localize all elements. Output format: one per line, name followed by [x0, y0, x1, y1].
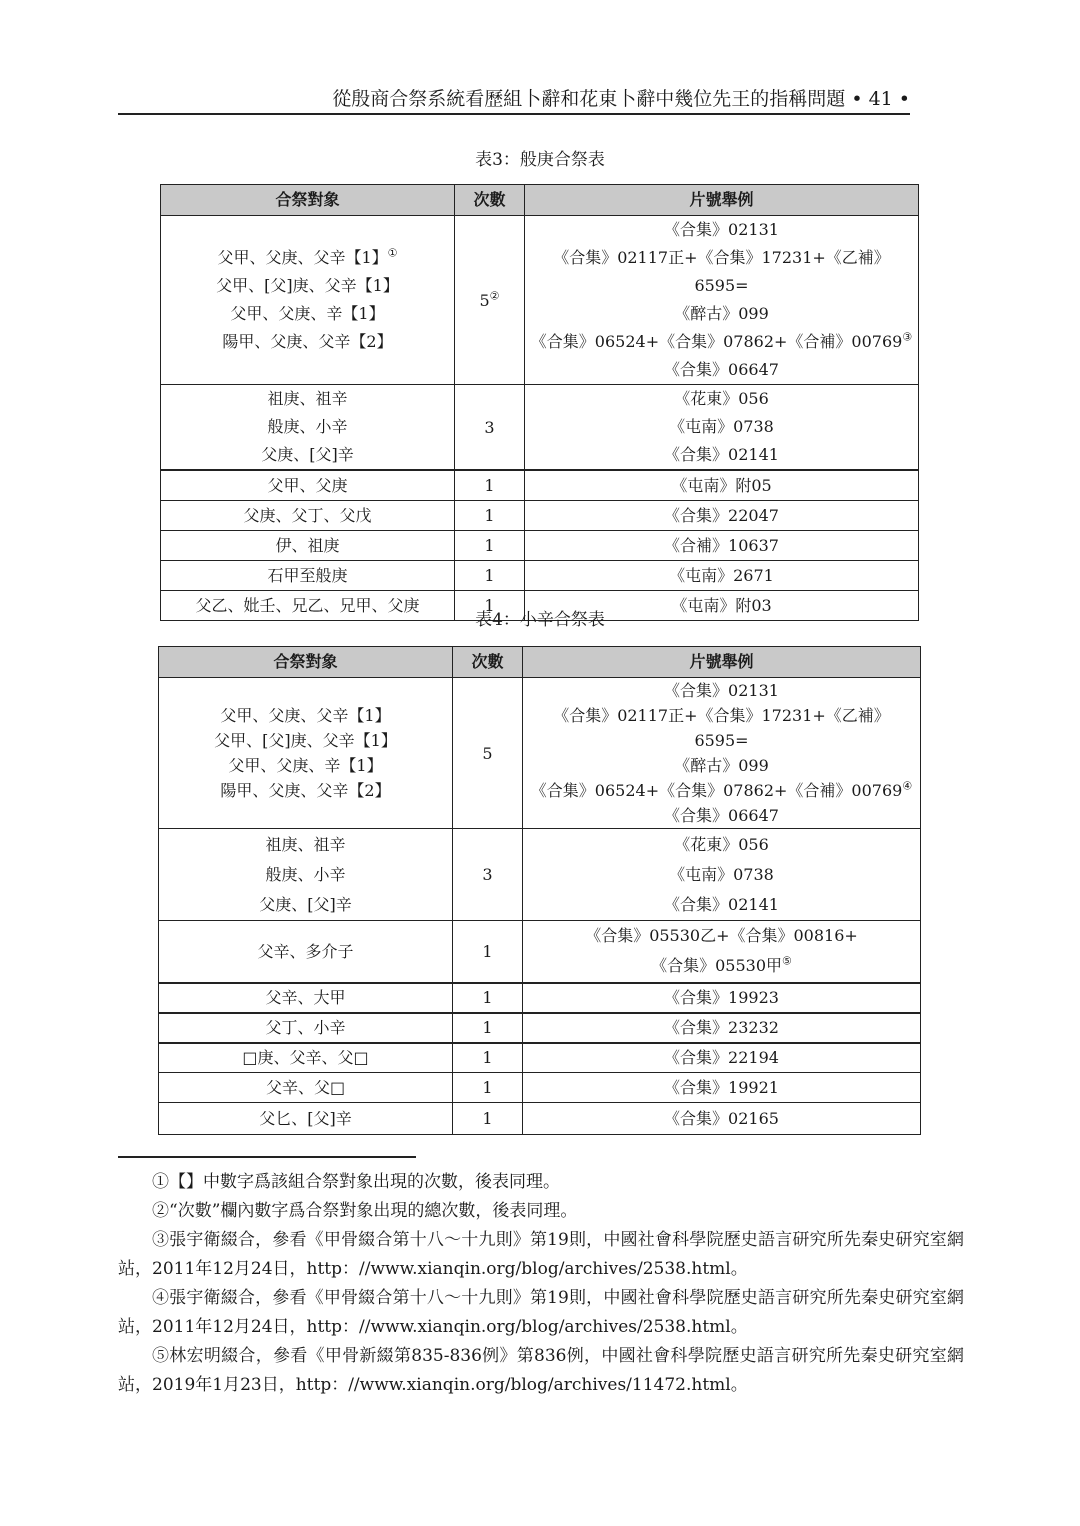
refs-cell: 《屯南》2671	[525, 560, 919, 590]
footnote-ref: ②	[489, 289, 500, 303]
objects-cell: 祖庚、祖辛 般庚、小辛 父庚、[父]辛	[161, 385, 455, 471]
count-cell: 1	[455, 590, 525, 620]
objects-cell: 父匕、[父]辛	[159, 1103, 453, 1135]
refs-cell: 《合集》02131 《合集》02117正+《合集》17231+《乙補》6595= 《醉古》099 《合集》06524+《合集》07862+《合補》00769④ 《合集》06647	[523, 678, 921, 829]
table-row	[159, 921, 921, 983]
table-row	[159, 1013, 921, 1043]
objects-cell: 父甲、父庚、父辛【1】① 父甲、[父]庚、父辛【1】 父甲、父庚、辛【1】 陽甲、父庚、父辛【2】	[161, 216, 455, 385]
page-number: • 41 •	[851, 88, 910, 110]
table-row	[161, 216, 919, 385]
footnote-ref: ⑤	[782, 954, 792, 968]
objects-cell: 父甲、父庚	[161, 470, 455, 500]
table-row	[159, 1043, 921, 1073]
table4-header-refs: 片號舉例	[523, 647, 921, 678]
table-row	[159, 983, 921, 1013]
footnote-3: ③張宇衛綴合，參看《甲骨綴合第十八～十九則》第19則，中國社會科學院歷史語言研究所先秦史研究室網站，2011年12月24日，http：//www.xianqin.org/blog/archives/2538.html。	[118, 1230, 964, 1279]
footnotes	[118, 1168, 964, 1400]
count-cell: 1	[453, 1043, 523, 1073]
refs-cell: 《屯南》附05	[525, 470, 919, 500]
table3-header-row	[161, 185, 919, 216]
count-cell: 5	[453, 678, 523, 829]
refs-cell: 《合集》19921	[523, 1073, 921, 1103]
refs-cell: 《屯南》附03	[525, 590, 919, 620]
count-cell: 5②	[455, 216, 525, 385]
table3-header-objects: 合祭對象	[161, 185, 455, 216]
count-cell: 1	[455, 530, 525, 560]
table-row	[159, 678, 921, 829]
table4	[158, 646, 921, 1135]
table-row	[159, 1073, 921, 1103]
footnote-5: ⑤林宏明綴合，參看《甲骨新綴第835-836例》第836例，中國社會科學院歷史語言研究所先秦史研究室網站，2019年1月23日，http：//www.xianqin.org/blog/archives/11472.html。	[118, 1346, 964, 1395]
footnote-4: ④張宇衛綴合，參看《甲骨綴合第十八～十九則》第19則，中國社會科學院歷史語言研究所先秦史研究室網站，2011年12月24日，http：//www.xianqin.org/blog/archives/2538.html。	[118, 1288, 964, 1337]
refs-cell: 《花東》056 《屯南》0738 《合集》02141	[523, 829, 921, 921]
refs-cell: 《合集》23232	[523, 1013, 921, 1043]
count-cell: 3	[455, 385, 525, 471]
footnote-ref: ①	[387, 246, 398, 260]
refs-cell: 《合集》19923	[523, 983, 921, 1013]
refs-cell: 《合集》02131 《合集》02117正+《合集》17231+《乙補》6595= 《醉古》099 《合集》06524+《合集》07862+《合補》00769③ 《合集》06647	[525, 216, 919, 385]
objects-cell: 石甲至般庚	[161, 560, 455, 590]
table3-header-refs: 片號舉例	[525, 185, 919, 216]
footnote-ref: ③	[902, 330, 913, 344]
objects-cell: 父庚、父丁、父戊	[161, 500, 455, 530]
footnote-2: ②“次數”欄內數字爲合祭對象出現的總次數，後表同理。	[152, 1201, 578, 1221]
table3	[160, 184, 919, 621]
objects-cell: 父辛、多介子	[159, 921, 453, 983]
table-row	[159, 829, 921, 921]
refs-cell: 《合補》10637	[525, 530, 919, 560]
footnote-ref: ④	[902, 779, 913, 793]
count-cell: 1	[455, 500, 525, 530]
count-cell: 1	[455, 470, 525, 500]
objects-cell: 父甲、父庚、父辛【1】 父甲、[父]庚、父辛【1】 父甲、父庚、辛【1】 陽甲、父庚、父辛【2】	[159, 678, 453, 829]
table-row	[161, 500, 919, 530]
count-cell: 3	[453, 829, 523, 921]
footnote-rule	[118, 1156, 416, 1158]
running-header	[118, 86, 910, 112]
refs-cell: 《花東》056 《屯南》0738 《合集》02141	[525, 385, 919, 471]
refs-cell: 《合集》05530乙+《合集》00816+ 《合集》05530甲⑤	[523, 921, 921, 983]
footnote-1: ①【】中數字爲該組合祭對象出現的次數，後表同理。	[152, 1172, 560, 1192]
table4-caption: 表4：小辛合祭表	[475, 610, 605, 630]
refs-cell: 《合集》22194	[523, 1043, 921, 1073]
count-cell: 1	[453, 1103, 523, 1135]
table-row	[161, 530, 919, 560]
running-title: 從殷商合祭系統看歷組卜辭和花東卜辭中幾位先王的指稱問題	[332, 88, 846, 110]
table4-header-row	[159, 647, 921, 678]
count-cell: 1	[453, 1073, 523, 1103]
table4-header-objects: 合祭對象	[159, 647, 453, 678]
table-row	[161, 560, 919, 590]
objects-cell: 父辛、父□	[159, 1073, 453, 1103]
objects-cell: □庚、父辛、父□	[159, 1043, 453, 1073]
table3-caption: 表3：般庚合祭表	[475, 150, 605, 170]
refs-cell: 《合集》22047	[525, 500, 919, 530]
objects-cell: 父辛、大甲	[159, 983, 453, 1013]
count-cell: 1	[453, 1013, 523, 1043]
count-cell: 1	[455, 560, 525, 590]
count-cell: 1	[453, 983, 523, 1013]
objects-cell: 父丁、小辛	[159, 1013, 453, 1043]
count-cell: 1	[453, 921, 523, 983]
header-rule	[118, 113, 910, 115]
table4-header-count: 次數	[453, 647, 523, 678]
table-row	[159, 1103, 921, 1135]
table-row	[161, 385, 919, 471]
objects-cell: 祖庚、祖辛 般庚、小辛 父庚、[父]辛	[159, 829, 453, 921]
objects-cell: 伊、祖庚	[161, 530, 455, 560]
table-row	[161, 470, 919, 500]
objects-cell: 父乙、妣壬、兄乙、兄甲、父庚	[161, 590, 455, 620]
refs-cell: 《合集》02165	[523, 1103, 921, 1135]
table3-header-count: 次數	[455, 185, 525, 216]
